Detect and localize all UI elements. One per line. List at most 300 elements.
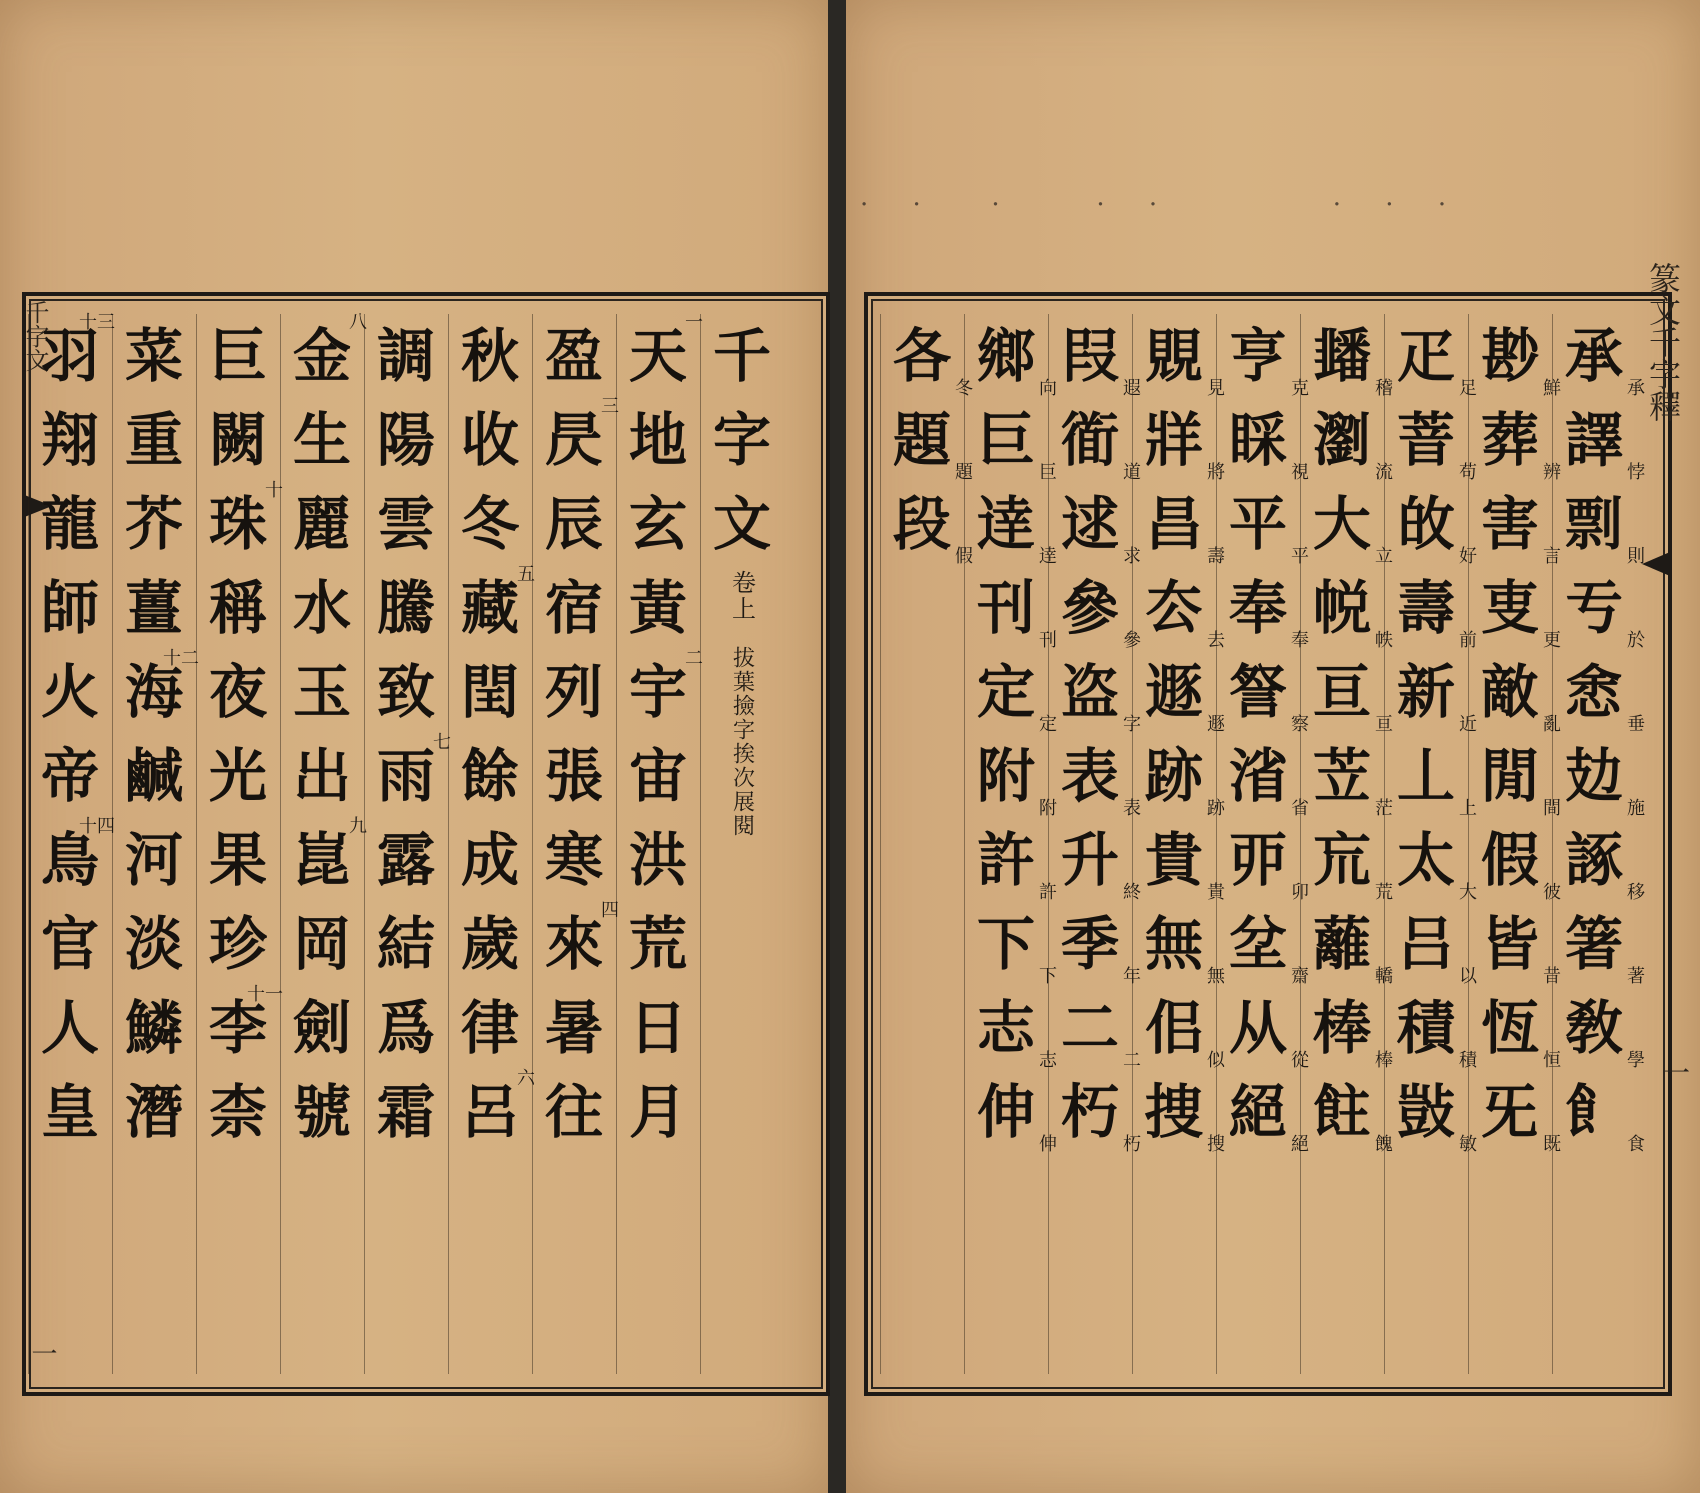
gloss-character: 跡 bbox=[1207, 798, 1225, 819]
gloss-character: 假 bbox=[955, 546, 973, 567]
char-cell bbox=[1049, 314, 1141, 399]
gloss-character: 好 bbox=[1459, 546, 1477, 567]
char-cell bbox=[617, 1070, 699, 1154]
character: 千 bbox=[712, 322, 771, 390]
seal-character: 䪤 bbox=[1312, 322, 1371, 390]
character: 翔 bbox=[40, 406, 99, 474]
character: 崑 bbox=[292, 826, 351, 894]
char-cell bbox=[1553, 650, 1645, 735]
character: 陽 bbox=[376, 406, 435, 474]
gloss-character: 餽 bbox=[1375, 1134, 1393, 1155]
char-cell bbox=[281, 650, 363, 734]
char-cell bbox=[701, 398, 783, 482]
seal-character: 詧 bbox=[1228, 658, 1287, 726]
char-cell bbox=[197, 398, 279, 482]
seal-character: 譯 bbox=[1564, 406, 1623, 474]
gloss-character: 似 bbox=[1207, 1050, 1225, 1071]
gloss-character: 帙 bbox=[1375, 630, 1393, 651]
gloss-character: 奉 bbox=[1291, 630, 1309, 651]
gloss-character: 貴 bbox=[1207, 882, 1225, 903]
gloss-character: 許 bbox=[1039, 882, 1057, 903]
character: 玄 bbox=[628, 490, 687, 558]
character: 火 bbox=[40, 658, 99, 726]
seal-character: 飠 bbox=[1564, 1078, 1623, 1146]
gloss-character: 茫 bbox=[1375, 798, 1393, 819]
char-cell bbox=[1385, 902, 1477, 987]
gloss-character: 去 bbox=[1207, 630, 1225, 651]
char-cell bbox=[1049, 902, 1141, 987]
gloss-character: 轎 bbox=[1375, 966, 1393, 987]
char-cell bbox=[701, 314, 783, 398]
gloss-character: 辨 bbox=[1543, 462, 1561, 483]
seal-character: 假 bbox=[1480, 826, 1539, 894]
seal-character: 覞 bbox=[1144, 322, 1203, 390]
char-cell bbox=[1553, 902, 1645, 987]
char-cell bbox=[701, 482, 783, 566]
char-cell bbox=[1217, 314, 1309, 399]
char-cell bbox=[533, 566, 615, 650]
char-cell bbox=[1217, 482, 1309, 567]
char-cell bbox=[1133, 734, 1225, 819]
char-cell bbox=[1385, 1070, 1477, 1155]
char-cell bbox=[281, 312, 367, 398]
gloss-character: 大 bbox=[1459, 882, 1477, 903]
char-cell bbox=[449, 650, 531, 734]
gloss-character: 於 bbox=[1627, 630, 1645, 651]
char-cell bbox=[281, 1070, 363, 1154]
char-cell bbox=[29, 1070, 111, 1154]
char-cell bbox=[1301, 482, 1393, 567]
gloss-character: 省 bbox=[1291, 798, 1309, 819]
char-cell bbox=[1469, 1070, 1561, 1155]
char-cell bbox=[1217, 398, 1309, 483]
seal-character: 段 bbox=[892, 490, 951, 558]
character: 珠 bbox=[208, 490, 267, 558]
text-column bbox=[880, 314, 973, 1374]
section-number: 五 bbox=[517, 564, 535, 585]
seal-character: 各 bbox=[892, 322, 951, 390]
char-cell bbox=[1469, 398, 1561, 483]
section-number: 二 bbox=[685, 648, 703, 669]
char-cell bbox=[1133, 566, 1225, 651]
char-cell bbox=[617, 482, 699, 566]
character: 鹹 bbox=[124, 742, 183, 810]
char-cell bbox=[1133, 1070, 1225, 1155]
gloss-character: 克 bbox=[1291, 378, 1309, 399]
char-cell bbox=[617, 902, 699, 986]
char-cell bbox=[449, 818, 531, 902]
right-edge-title: 篆文千字釋 bbox=[1644, 262, 1682, 422]
section-number: 九 bbox=[349, 816, 367, 837]
gloss-character: 間 bbox=[1543, 798, 1561, 819]
char-cell bbox=[1385, 482, 1477, 567]
character: 薑 bbox=[124, 574, 183, 642]
character: 鳥 bbox=[40, 826, 99, 894]
char-cell bbox=[1385, 986, 1477, 1071]
char-cell bbox=[197, 734, 279, 818]
seal-character: 諑 bbox=[1564, 826, 1623, 894]
char-cell bbox=[29, 902, 111, 986]
char-cell bbox=[1133, 398, 1225, 483]
char-cell bbox=[617, 986, 699, 1070]
character: 出 bbox=[292, 742, 351, 810]
seal-character: 叓 bbox=[1480, 574, 1539, 642]
text-column bbox=[196, 314, 283, 1374]
char-cell bbox=[449, 398, 531, 482]
text-column bbox=[1300, 314, 1393, 1374]
char-cell bbox=[1049, 1070, 1141, 1155]
character: 宙 bbox=[628, 742, 687, 810]
character: 列 bbox=[544, 658, 603, 726]
gloss-character: 視 bbox=[1291, 462, 1309, 483]
text-column bbox=[1384, 314, 1477, 1374]
char-cell bbox=[965, 986, 1057, 1071]
char-cell bbox=[113, 648, 199, 734]
char-cell bbox=[449, 734, 531, 818]
char-cell bbox=[197, 1070, 279, 1154]
char-cell bbox=[113, 986, 195, 1070]
text-column bbox=[616, 312, 703, 1374]
gloss-character: 遐 bbox=[1123, 378, 1141, 399]
gloss-character: 志 bbox=[1039, 1050, 1057, 1071]
text-column bbox=[1468, 314, 1561, 1374]
char-cell bbox=[533, 1070, 615, 1154]
seal-character: 萻 bbox=[1396, 406, 1455, 474]
character: 鱗 bbox=[124, 994, 183, 1062]
seal-character: 亐 bbox=[1564, 574, 1623, 642]
seal-character: 平 bbox=[1228, 490, 1287, 558]
gloss-character: 冬 bbox=[955, 378, 973, 399]
char-cell bbox=[1217, 986, 1309, 1071]
gloss-character: 近 bbox=[1459, 714, 1477, 735]
seal-character: 絕 bbox=[1228, 1078, 1287, 1146]
char-cell bbox=[881, 314, 973, 399]
char-cell bbox=[1133, 818, 1225, 903]
gloss-character: 逹 bbox=[1039, 546, 1057, 567]
character: 夜 bbox=[208, 658, 267, 726]
char-cell bbox=[449, 482, 531, 566]
character: 岡 bbox=[292, 910, 351, 978]
char-cell bbox=[1385, 314, 1477, 399]
character: 龍 bbox=[40, 490, 99, 558]
char-cell bbox=[449, 902, 531, 986]
char-cell bbox=[281, 986, 363, 1070]
gloss-character: 移 bbox=[1627, 882, 1645, 903]
character: 雲 bbox=[376, 490, 435, 558]
gloss-character: 稽 bbox=[1375, 378, 1393, 399]
gloss-character: 下 bbox=[1039, 966, 1057, 987]
char-cell bbox=[449, 314, 531, 398]
text-column bbox=[280, 312, 367, 1374]
seal-character: 疋 bbox=[1396, 322, 1455, 390]
char-cell bbox=[1217, 566, 1309, 651]
char-cell bbox=[365, 1070, 447, 1154]
character: 闕 bbox=[208, 406, 267, 474]
char-cell bbox=[533, 986, 615, 1070]
char-cell bbox=[533, 396, 619, 482]
character: 生 bbox=[292, 406, 351, 474]
top-stain: · · · · · · · · bbox=[860, 190, 1465, 220]
character: 日 bbox=[628, 994, 687, 1062]
character: 荒 bbox=[628, 910, 687, 978]
char-cell bbox=[197, 650, 279, 734]
character: 人 bbox=[40, 994, 99, 1062]
section-number: 十 bbox=[265, 480, 283, 501]
char-cell bbox=[29, 312, 115, 398]
gloss-character: 前 bbox=[1459, 630, 1477, 651]
gloss-character: 道 bbox=[1123, 462, 1141, 483]
gloss-character: 從 bbox=[1291, 1050, 1309, 1071]
char-cell bbox=[29, 482, 111, 566]
character: 柰 bbox=[208, 1078, 267, 1146]
char-cell bbox=[617, 312, 703, 398]
char-cell bbox=[1301, 986, 1393, 1071]
text-column bbox=[28, 312, 115, 1374]
gloss-character: 卯 bbox=[1291, 882, 1309, 903]
text-column bbox=[112, 314, 199, 1374]
char-cell bbox=[365, 314, 447, 398]
seal-character: 佀 bbox=[1144, 994, 1203, 1062]
char-cell bbox=[1553, 818, 1645, 903]
char-cell bbox=[1385, 734, 1477, 819]
character: 致 bbox=[376, 658, 435, 726]
seal-character: 季 bbox=[1060, 910, 1119, 978]
seal-character: 飳 bbox=[1312, 1078, 1371, 1146]
seal-character: 坌 bbox=[1228, 910, 1287, 978]
seal-character: 亘 bbox=[1312, 658, 1371, 726]
seal-character: 恆 bbox=[1480, 994, 1539, 1062]
seal-character: 巨 bbox=[976, 406, 1035, 474]
char-cell bbox=[533, 900, 619, 986]
char-cell bbox=[449, 564, 535, 650]
char-cell bbox=[1133, 482, 1225, 567]
seal-character: 棒 bbox=[1312, 994, 1371, 1062]
gloss-character: 以 bbox=[1459, 966, 1477, 987]
character: 餘 bbox=[460, 742, 519, 810]
char-cell bbox=[1217, 650, 1309, 735]
char-cell bbox=[1553, 1070, 1645, 1155]
char-cell bbox=[1049, 986, 1141, 1071]
char-cell bbox=[281, 816, 367, 902]
char-cell bbox=[965, 1070, 1057, 1155]
char-cell bbox=[29, 816, 115, 902]
character: 黃 bbox=[628, 574, 687, 642]
char-cell bbox=[365, 650, 447, 734]
seal-character: 厺 bbox=[1144, 574, 1203, 642]
gloss-character: 亂 bbox=[1543, 714, 1561, 735]
char-cell bbox=[1133, 314, 1225, 399]
character: 宿 bbox=[544, 574, 603, 642]
gloss-character: 更 bbox=[1543, 630, 1561, 651]
gloss-character: 朽 bbox=[1123, 1134, 1141, 1155]
seal-character: 題 bbox=[892, 406, 951, 474]
seal-character: 蘺 bbox=[1312, 910, 1371, 978]
character: 菜 bbox=[124, 322, 183, 390]
char-cell bbox=[533, 650, 615, 734]
gloss-character: 見 bbox=[1207, 378, 1225, 399]
char-cell bbox=[1469, 314, 1561, 399]
char-cell bbox=[1217, 1070, 1309, 1155]
gloss-character: 向 bbox=[1039, 378, 1057, 399]
char-cell bbox=[533, 734, 615, 818]
left-leaf-number: 一 bbox=[27, 1340, 57, 1366]
right-leaf-number: 一 bbox=[1658, 1058, 1691, 1086]
char-cell bbox=[1385, 818, 1477, 903]
seal-character: 吕 bbox=[1396, 910, 1455, 978]
gloss-character: 積 bbox=[1459, 1050, 1477, 1071]
char-cell bbox=[617, 648, 703, 734]
character: 霜 bbox=[376, 1078, 435, 1146]
seal-character: 叚 bbox=[1060, 322, 1119, 390]
char-cell bbox=[197, 902, 279, 986]
seal-character: 巟 bbox=[1312, 826, 1371, 894]
seal-character: 从 bbox=[1228, 994, 1287, 1062]
character: 字 bbox=[712, 406, 771, 474]
char-cell bbox=[617, 566, 699, 650]
gloss-character: 承 bbox=[1627, 378, 1645, 399]
gloss-character: 察 bbox=[1291, 714, 1309, 735]
character: 海 bbox=[124, 658, 183, 726]
char-cell bbox=[1301, 1070, 1393, 1155]
char-cell bbox=[1553, 986, 1645, 1071]
char-cell bbox=[1049, 818, 1141, 903]
seal-character: 大 bbox=[1312, 490, 1371, 558]
char-cell bbox=[197, 480, 283, 566]
gloss-character: 苟 bbox=[1459, 462, 1477, 483]
seal-character: 害 bbox=[1480, 490, 1539, 558]
character: 水 bbox=[292, 574, 351, 642]
character: 調 bbox=[376, 322, 435, 390]
char-cell bbox=[281, 734, 363, 818]
seal-character: 剽 bbox=[1564, 490, 1623, 558]
left-edge-title: 千字文 bbox=[21, 300, 49, 372]
text-column bbox=[448, 314, 535, 1374]
char-cell bbox=[617, 398, 699, 482]
seal-character: 皆 bbox=[1480, 910, 1539, 978]
character: 號 bbox=[292, 1078, 351, 1146]
gloss-character: 伸 bbox=[1039, 1134, 1057, 1155]
character: 秋 bbox=[460, 322, 519, 390]
char-cell bbox=[113, 902, 195, 986]
seal-character: 附 bbox=[976, 742, 1035, 810]
gloss-character: 字 bbox=[1123, 714, 1141, 735]
char-cell bbox=[1553, 314, 1645, 399]
character: 昃 bbox=[544, 406, 603, 474]
character: 文 bbox=[712, 490, 771, 558]
text-column bbox=[700, 314, 783, 1374]
gloss-character: 施 bbox=[1627, 798, 1645, 819]
char-cell bbox=[533, 482, 615, 566]
gloss-character: 終 bbox=[1123, 882, 1141, 903]
gloss-character: 鮮 bbox=[1543, 378, 1561, 399]
character: 結 bbox=[376, 910, 435, 978]
character: 帝 bbox=[40, 742, 99, 810]
seal-character: 牂 bbox=[1144, 406, 1203, 474]
char-cell bbox=[365, 902, 447, 986]
seal-character: 苙 bbox=[1312, 742, 1371, 810]
char-cell bbox=[1217, 734, 1309, 819]
seal-character: 跡 bbox=[1144, 742, 1203, 810]
gloss-character: 遯 bbox=[1207, 714, 1225, 735]
section-number: 十一 bbox=[247, 984, 283, 1005]
char-cell bbox=[965, 734, 1057, 819]
char-cell bbox=[281, 398, 363, 482]
seal-character: 盗 bbox=[1060, 658, 1119, 726]
gloss-character: 求 bbox=[1123, 546, 1141, 567]
gloss-character: 年 bbox=[1123, 966, 1141, 987]
character: 師 bbox=[40, 574, 99, 642]
character: 騰 bbox=[376, 574, 435, 642]
seal-character: 衜 bbox=[1060, 406, 1119, 474]
character: 收 bbox=[460, 406, 519, 474]
char-cell bbox=[197, 566, 279, 650]
char-cell bbox=[1217, 902, 1309, 987]
gloss-character: 上 bbox=[1459, 798, 1477, 819]
seal-character: 二 bbox=[1060, 994, 1119, 1062]
seal-character: 奉 bbox=[1228, 574, 1287, 642]
seal-character: 刊 bbox=[976, 574, 1035, 642]
character: 金 bbox=[292, 322, 351, 390]
seal-character: 丣 bbox=[1228, 826, 1287, 894]
gloss-character: 悖 bbox=[1627, 462, 1645, 483]
text-column bbox=[1132, 314, 1225, 1374]
text-column bbox=[1216, 314, 1309, 1374]
gloss-character: 彼 bbox=[1543, 882, 1561, 903]
char-cell bbox=[1133, 986, 1225, 1071]
seal-character: 尠 bbox=[1480, 322, 1539, 390]
text-column bbox=[1048, 314, 1141, 1374]
fold-mark-right bbox=[1642, 552, 1670, 576]
seal-character: 太 bbox=[1396, 826, 1455, 894]
seal-character: 遯 bbox=[1144, 658, 1203, 726]
char-cell bbox=[365, 986, 447, 1070]
volume-label: 卷上 bbox=[727, 570, 756, 622]
gloss-character: 言 bbox=[1543, 546, 1561, 567]
seal-character: 下 bbox=[976, 910, 1035, 978]
char-cell bbox=[365, 566, 447, 650]
gloss-character: 平 bbox=[1291, 546, 1309, 567]
character: 天 bbox=[628, 322, 687, 390]
char-cell bbox=[965, 566, 1057, 651]
char-cell bbox=[29, 650, 111, 734]
seal-character: 壽 bbox=[1396, 574, 1455, 642]
char-cell bbox=[1049, 566, 1141, 651]
character: 盈 bbox=[544, 322, 603, 390]
character: 來 bbox=[544, 910, 603, 978]
character: 淡 bbox=[124, 910, 183, 978]
seal-character: 攰 bbox=[1564, 742, 1623, 810]
character: 河 bbox=[124, 826, 183, 894]
char-cell bbox=[965, 902, 1057, 987]
seal-character: 敵 bbox=[1480, 658, 1539, 726]
gloss-character: 壽 bbox=[1207, 546, 1225, 567]
char-cell bbox=[1469, 818, 1561, 903]
character: 呂 bbox=[460, 1078, 519, 1146]
section-number: 十四 bbox=[79, 816, 115, 837]
char-cell bbox=[1133, 902, 1225, 987]
char-cell bbox=[1469, 902, 1561, 987]
character: 玉 bbox=[292, 658, 351, 726]
character: 巨 bbox=[208, 322, 267, 390]
char-cell bbox=[965, 398, 1057, 483]
seal-character: 逑 bbox=[1060, 490, 1119, 558]
character: 劍 bbox=[292, 994, 351, 1062]
char-cell bbox=[281, 482, 363, 566]
char-cell bbox=[113, 566, 195, 650]
seal-character: 許 bbox=[976, 826, 1035, 894]
character: 冬 bbox=[460, 490, 519, 558]
character: 雨 bbox=[376, 742, 435, 810]
